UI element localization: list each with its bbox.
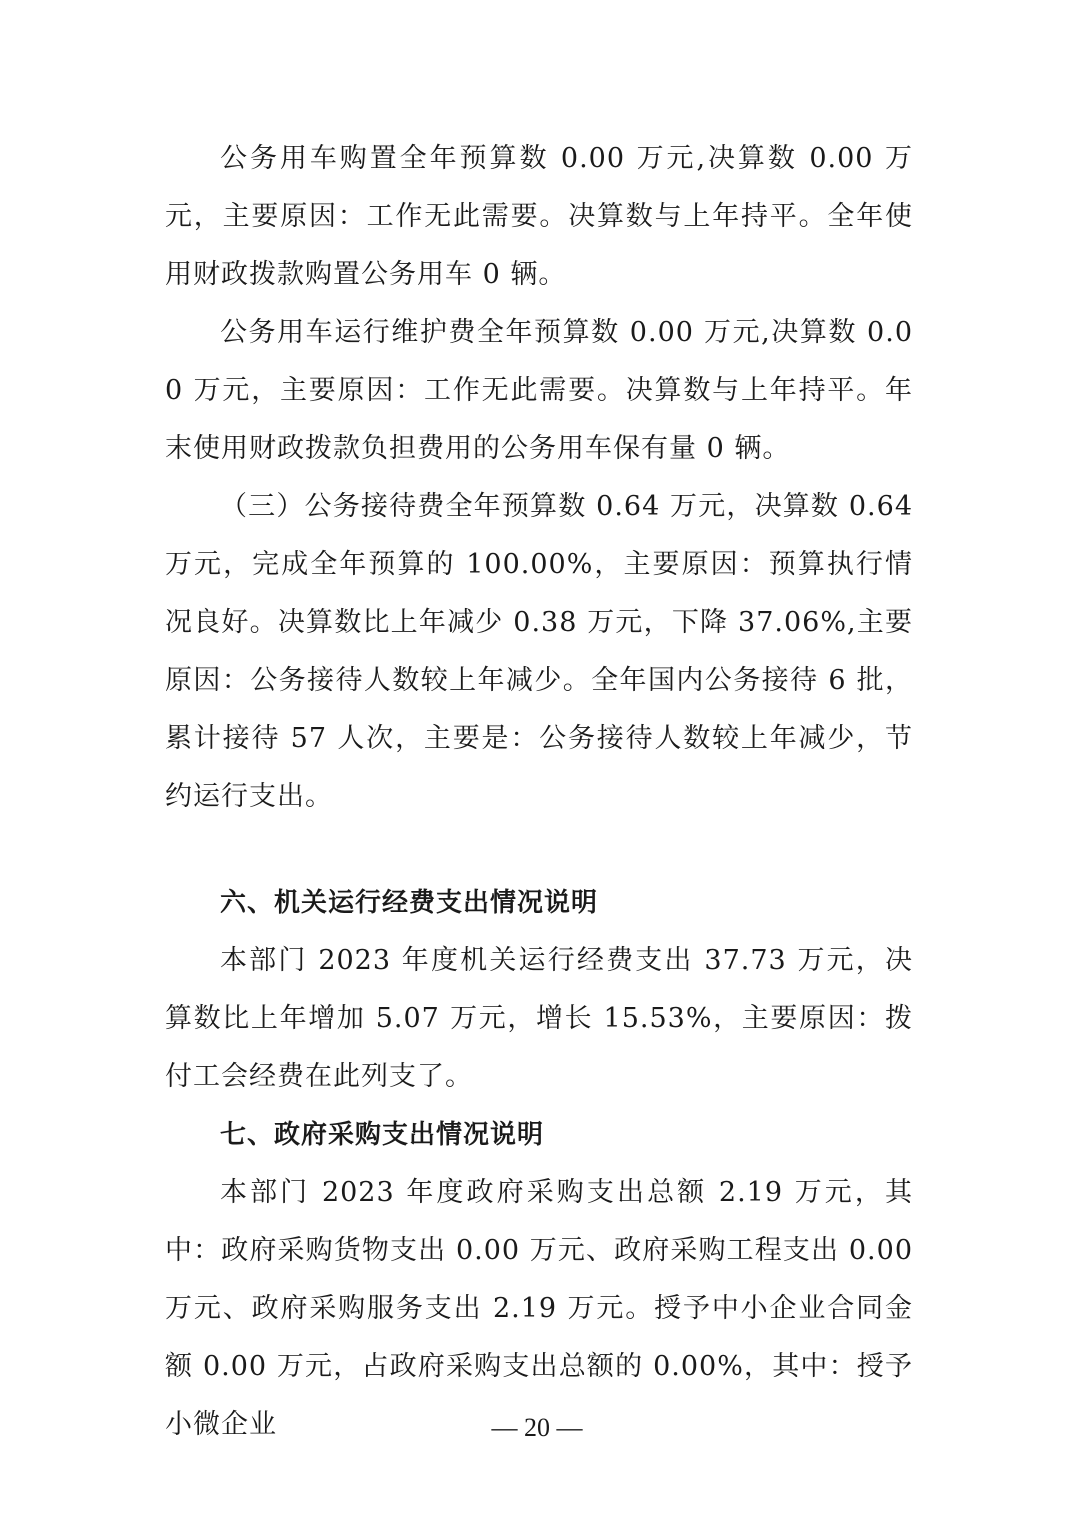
page-number: — 20 — [491, 1413, 583, 1442]
paragraph-vehicle-maintenance: 公务用车运行维护费全年预算数 0.00 万元,决算数 0.00 万元，主要原因：工作无此需要。决算数与上年持平。年末使用财政拨款负担费用的公务用车保有量 0 辆。 [165, 317, 913, 464]
paragraph-government-procurement: 本部门 2023 年度政府采购支出总额 2.19 万元，其中：政府采购货物支出 0.00 万元、政府采购工程支出 0.00 万元、政府采购服务支出 2.19 万元。授予中小企业合同金额 0.00 万元，占政府采购支出总额的 0.00%，其中：授予小微企业 [165, 1177, 913, 1440]
page-content [165, 130, 913, 1454]
section-heading-operating-expenses: 六、机关运行经费支出情况说明 [220, 888, 599, 918]
paragraph-vehicle-purchase: 公务用车购置全年预算数 0.00 万元,决算数 0.00 万元，主要原因：工作无此需要。决算数与上年持平。全年使用财政拨款购置公务用车 0 辆。 [165, 143, 913, 290]
paragraph-reception-expense: （三）公务接待费全年预算数 0.64 万元，决算数 0.64 万元，完成全年预算的 100.00%，主要原因：预算执行情况良好。决算数比上年减少 0.38 万元，下降 37.06%,主要原因：公务接待人数较上年减少。全年国内公务接待 6 批，累计接待 57 人次，主要是：公务接待人数较上年减少，节约运行支出。 [165, 491, 913, 812]
section-heading-government-procurement: 七、政府采购支出情况说明 [220, 1120, 545, 1150]
paragraph-operating-expenses: 本部门 2023 年度机关运行经费支出 37.73 万元，决算数比上年增加 5.07 万元，增长 15.53%，主要原因：拨付工会经费在此列支了。 [165, 945, 913, 1092]
